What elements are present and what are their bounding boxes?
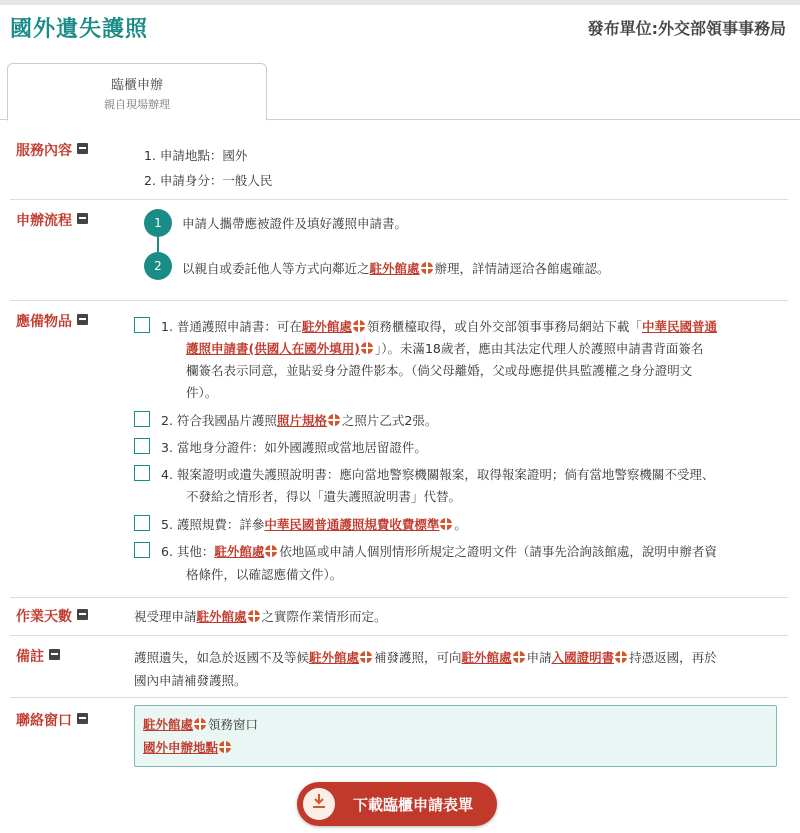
item-4-line-1: 4. 報案證明或遺失護照說明書：應向當地警察機關報案，取得報案證明；倘有當地警察機關不受理、 — [161, 467, 715, 482]
download-icon — [303, 788, 335, 820]
step-number-1: 1 — [144, 209, 172, 237]
tab-label: 臨櫃申辦 — [110, 78, 163, 93]
publisher-label: 發布單位:外交部領事事務局 — [587, 19, 786, 38]
passport-fee-link[interactable]: 中華民國普通護照規費收費標準 — [264, 517, 440, 532]
globe-icon — [360, 651, 372, 663]
collapse-icon[interactable] — [77, 143, 88, 154]
overseas-mission-link[interactable]: 駐外館處 — [214, 544, 265, 559]
service-line-2: 2. 申請身分：一般人民 — [144, 173, 273, 188]
item-3-text: 3. 當地身分證件：如外國護照或當地居留證件。 — [161, 440, 427, 455]
overseas-mission-link[interactable]: 駐外館處 — [309, 650, 360, 665]
item-1-line-3: 欄簽名表示同意，並貼妥身分證件影本。（倘父母離婚，父或母應提供具監護權之身分證明文 — [186, 363, 693, 378]
globe-icon — [513, 651, 525, 663]
overseas-mission-link[interactable]: 駐外館處 — [461, 650, 512, 665]
process-section — [10, 210, 788, 301]
item-2-checkbox[interactable] — [134, 411, 150, 427]
service-label: 服務內容 — [16, 140, 88, 160]
globe-icon — [615, 651, 627, 663]
items-label: 應備物品 — [16, 311, 88, 331]
notes-line-2: 國內申請補發護照。 — [134, 673, 247, 688]
process-label: 申辦流程 — [16, 210, 88, 230]
tab-bar — [0, 63, 800, 120]
step-2-text: 以親自或委託他人等方式向鄰近之駐外館處 辦理，詳情請逕洽各館處確認。 — [182, 261, 610, 276]
globe-icon — [194, 718, 206, 730]
step-1-text: 申請人攜帶應被證件及填好護照申請書。 — [182, 216, 408, 231]
contact-section — [10, 708, 788, 774]
top-divider-bar — [0, 0, 800, 5]
passport-form-link[interactable]: 護照申請書(供國人在國外填用) — [186, 341, 360, 356]
photo-spec-link[interactable]: 照片規格 — [276, 413, 327, 428]
overseas-mission-link[interactable]: 駐外館處 — [196, 609, 247, 624]
item-1-line-4: 件）。 — [186, 385, 218, 400]
item-4-line-2: 不發給之情形者，得以「遺失護照說明書」代替。 — [186, 489, 462, 504]
contact-line-1: 駐外館處 領務窗口 — [143, 717, 259, 732]
item-1-line-2: 護照申請書(供國人在國外填用) 」）。未滿18歲者，應由其法定代理人於護照申請書背面簽名 — [186, 341, 704, 356]
globe-icon — [361, 342, 373, 354]
globe-icon — [353, 320, 365, 332]
notes-label: 備註 — [16, 646, 60, 666]
page-title: 國外遺失護照 — [10, 17, 149, 42]
item-2-text: 2. 符合我國晶片護照照片規格 之照片乙式2張。 — [161, 413, 438, 428]
item-6-line-2: 格條件，以確認應備文件）。 — [186, 567, 343, 582]
globe-icon — [248, 610, 260, 622]
item-6-line-1: 6. 其他：駐外館處 依地區或申請人個別情形所規定之證明文件（請事先洽詢該館處，說明申辦者資 — [161, 544, 717, 559]
overseas-mission-link[interactable]: 駐外館處 — [301, 319, 352, 334]
item-5-checkbox[interactable] — [134, 515, 150, 531]
passport-form-link[interactable]: 中華民國普通 — [641, 319, 717, 334]
overseas-mission-link[interactable]: 駐外館處 — [143, 717, 194, 732]
globe-icon — [440, 518, 452, 530]
globe-icon — [219, 741, 231, 753]
download-form-button[interactable] — [297, 782, 497, 826]
item-4-checkbox[interactable] — [134, 465, 150, 481]
item-1-checkbox[interactable] — [134, 317, 150, 333]
items-section — [10, 311, 788, 598]
workdays-label: 作業天數 — [16, 606, 88, 626]
notes-line-1: 護照遺失，如急於返國不及等候駐外館處 補發護照，可向駐外館處 申請入國證明書 持憑返國，再於 — [134, 650, 717, 665]
item-3-checkbox[interactable] — [134, 438, 150, 454]
contact-box — [134, 705, 777, 767]
service-line-1: 1. 申請地點：國外 — [144, 148, 248, 163]
overseas-mission-link[interactable]: 駐外館處 — [369, 261, 420, 276]
collapse-icon[interactable] — [49, 649, 60, 660]
collapse-icon[interactable] — [77, 314, 88, 325]
workdays-text: 視受理申請駐外館處 之實際作業情形而定。 — [134, 609, 387, 624]
collapse-icon[interactable] — [77, 609, 88, 620]
item-1-line-1: 1. 普通護照申請書：可在駐外館處 領務櫃檯取得，或自外交部領事事務局網站下載「中華民國普通 — [161, 319, 717, 334]
contact-line-2 — [143, 738, 233, 756]
globe-icon — [265, 545, 277, 557]
item-6-checkbox[interactable] — [134, 542, 150, 558]
service-section — [10, 140, 788, 200]
overseas-locations-link[interactable]: 國外申辦地點 — [143, 740, 219, 755]
tab-sublabel: 親自現場辦理 — [104, 98, 170, 111]
entry-certificate-link[interactable]: 入國證明書 — [551, 650, 615, 665]
step-number-2: 2 — [144, 252, 172, 280]
globe-icon — [421, 262, 433, 274]
tab-counter-application[interactable] — [7, 63, 267, 121]
globe-icon — [328, 414, 340, 426]
collapse-icon[interactable] — [77, 213, 88, 224]
workdays-section — [10, 606, 788, 636]
item-5-text: 5. 護照規費：詳參中華民國普通護照規費收費標準 。 — [161, 517, 467, 532]
notes-section — [10, 646, 788, 698]
collapse-icon[interactable] — [77, 713, 88, 724]
download-button-label: 下載臨櫃申請表單 — [353, 796, 474, 814]
contact-label: 聯絡窗口 — [16, 710, 88, 730]
